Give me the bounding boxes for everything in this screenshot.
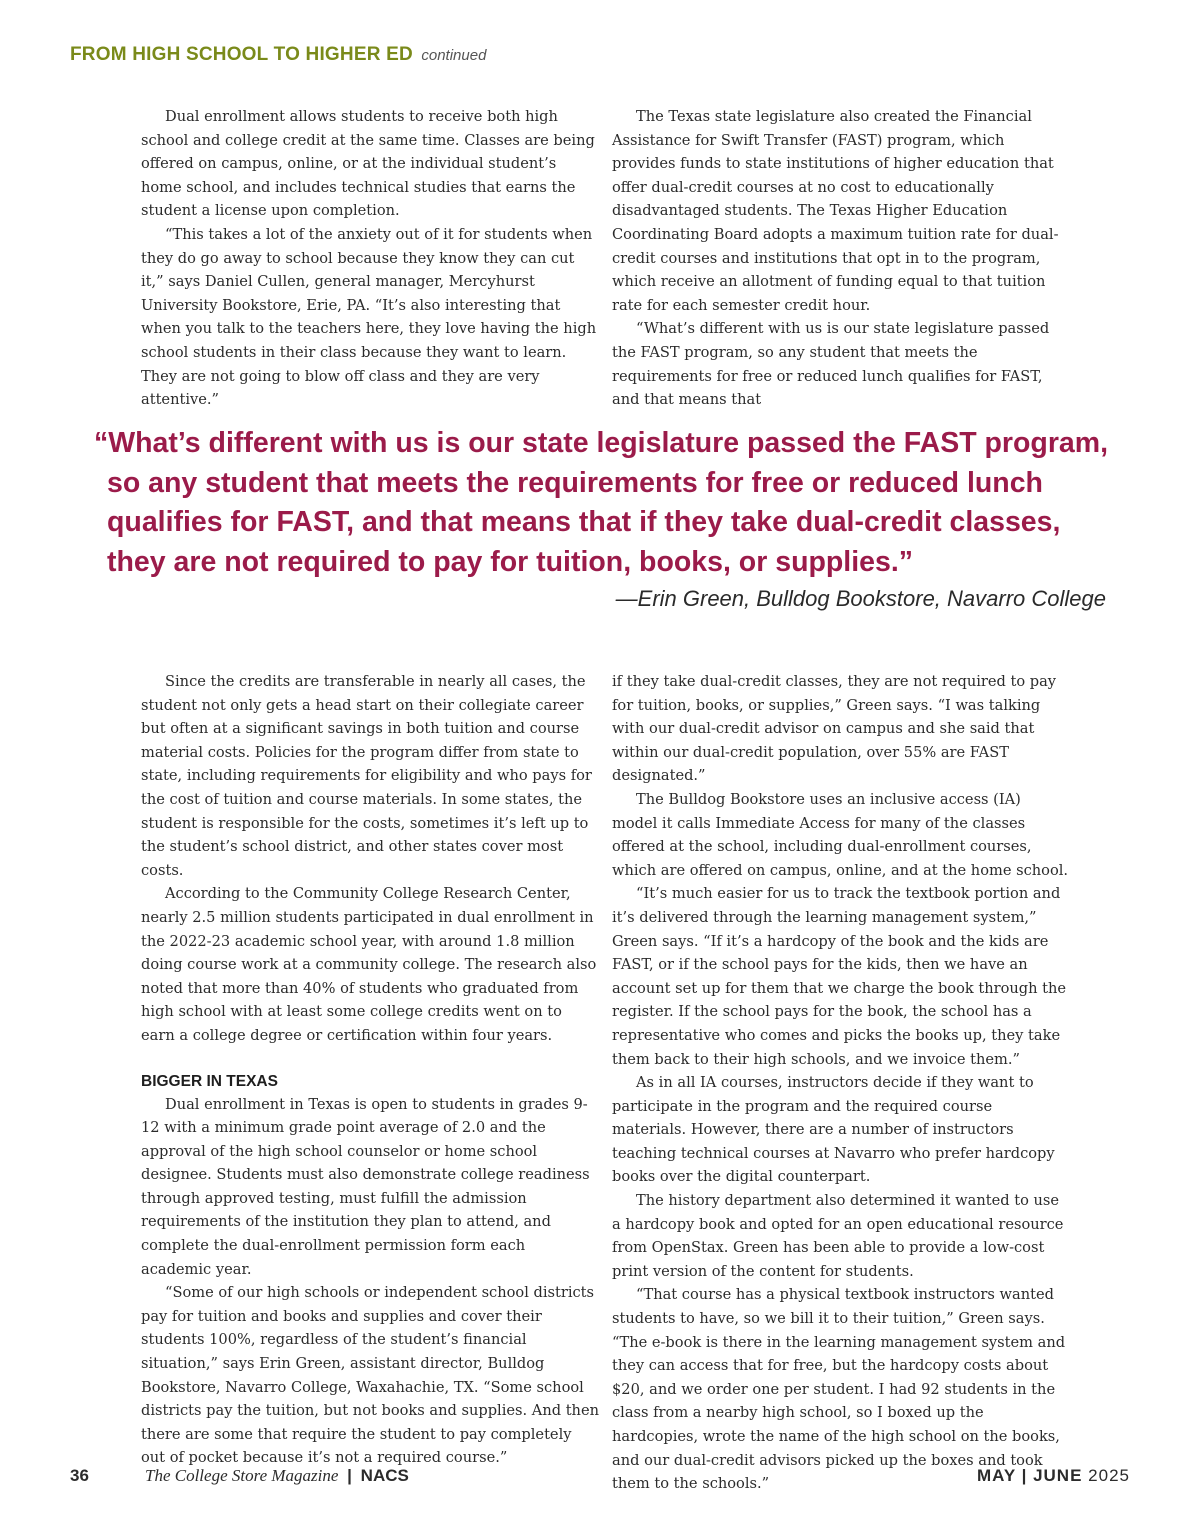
- separator: |: [347, 1466, 352, 1485]
- issue-months: MAY | JUNE: [976, 1466, 1083, 1485]
- continued-label: continued: [421, 47, 487, 64]
- page-number: 36: [70, 1466, 89, 1485]
- pull-quote: [94, 424, 1124, 582]
- publication-name: [145, 1466, 409, 1486]
- running-header: [70, 44, 486, 66]
- body-paragraph: if they take dual-credit classes, they are not required to pay for tuition, books, or supplies,” Green says. “I was talking with our dual-credit advisor on campus and she said that within our dual-credit population, over 55% are FAST designated.”: [612, 673, 1057, 785]
- pull-quote-text: “What’s different with us is our state legislature passed the FAST program, so any student that meets the requirements for free or reduced lunch qualifies for FAST, and that means that if they take dual-credit classes, they are not required to pay for tuition, books, or supplies.”: [94, 427, 1109, 578]
- issue-year: 2025: [1088, 1466, 1130, 1485]
- body-paragraph: Dual enrollment in Texas is open to students in grades 9-12 with a minimum grade point average of 2.0 and the approval of the high school counselor or home school designee. Students must also demonstrate college readiness through approved testing, must fulfill the admission requirements of the institution they plan to attend, and complete the dual-enrollment permission form each academic year.: [141, 1095, 590, 1278]
- column-bottom-left: [141, 670, 599, 1470]
- org-name: NACS: [360, 1466, 409, 1485]
- page-footer: [70, 1466, 1130, 1490]
- column-top-left: [141, 105, 599, 412]
- column-top-right: [612, 105, 1070, 412]
- body-paragraph: “This takes a lot of the anxiety out of it for students when they do go away to school because they know they can cut it,” says Daniel Cullen, general manager, Mercyhurst University Bookstore, Erie, PA. “It’s also interesting that when you talk to the teachers here, they love having the high school students in their class because they want to learn. They are not going to blow off class and they are very attentive.”: [141, 225, 597, 409]
- column-bottom-right: [612, 670, 1070, 1496]
- section-title: FROM HIGH SCHOOL TO HIGHER ED: [70, 44, 413, 65]
- body-paragraph: “Some of our high schools or independent school districts pay for tuition and books and supplies and cover their students 100%, regardless of the student’s financial situation,” says Erin Green, assistant director, Bulldog Bookstore, Navarro College, Waxahachie, TX. “Some school districts pay the tuition, but not books and supplies. And then there are some that require the student to pay completely out of pocket because it’s not a required course.”: [141, 1284, 599, 1467]
- body-paragraph: “It’s much easier for us to track the textbook portion and it’s delivered through the learning management system,” Green says. “If it’s a hardcopy of the book and the kids are FAST, or if the school pays for the kids, then we have an account set up for them that we charge the book through the register. If the school pays for the book, the school has a representative who comes and picks the books up, they take them back to their high schools, and we invoice them.”: [612, 885, 1067, 1068]
- body-paragraph: “What’s different with us is our state legislature passed the FAST program, so any student that meets the requirements for free or reduced lunch qualifies for FAST, and that means that: [612, 320, 1050, 409]
- body-paragraph: The Bulldog Bookstore uses an inclusive access (IA) model it calls Immediate Access for many of the classes offered at the school, including dual-enrollment courses, which are offered on campus, online, and at the home school.: [612, 790, 1069, 879]
- pull-quote-attribution: —Erin Green, Bulldog Bookstore, Navarro College: [615, 586, 1106, 611]
- body-paragraph: As in all IA courses, instructors decide if they want to participate in the program and the required course materials. However, there are a number of instructors teaching technical courses at Navarro who prefer hardcopy books over the digital counterpart.: [612, 1074, 1055, 1186]
- body-paragraph: The history department also determined it wanted to use a hardcopy book and opted for an open educational resource from OpenStax. Green has been able to provide a low-cost print version of the content for students.: [612, 1192, 1064, 1280]
- body-paragraph: Since the credits are transferable in nearly all cases, the student not only gets a head start on their collegiate career but often at a significant savings in both tuition and course material costs. Policies for the program differ from state to state, including requirements for eligibility and who pays for the cost of tuition and course materials. In some states, the student is responsible for the costs, sometimes it’s left up to the student’s school district, and other states cover most costs.: [141, 673, 592, 879]
- subhead: BIGGER IN TEXAS: [141, 1072, 278, 1090]
- body-paragraph: Dual enrollment allows students to receive both high school and college credit at the same time. Classes are being offered on campus, online, or at the individual student’s home school, and includes technical studies that earns the student a license upon completion.: [141, 108, 595, 220]
- body-paragraph: According to the Community College Research Center, nearly 2.5 million students participated in dual enrollment in the 2022-23 academic school year, with around 1.8 million doing course work at a community college. The research also noted that more than 40% of students who graduated from high school with at least some college credits went on to earn a college degree or certification within four years.: [141, 885, 597, 1044]
- magazine-title: The College Store Magazine: [145, 1466, 339, 1485]
- issue-date: [977, 1466, 1130, 1486]
- body-paragraph: The Texas state legislature also created the Financial Assistance for Swift Transfer (FAST) program, which provides funds to state institutions of higher education that offer dual-credit courses at no cost to educationally disadvantaged students. The Texas Higher Education Coordinating Board adopts a maximum tuition rate for dual-credit courses and institutions that opt in to the program, which receive an allotment of funding equal to that tuition rate for each semester credit hour.: [612, 108, 1059, 314]
- body-paragraph: “That course has a physical textbook instructors wanted students to have, so we bill it to their tuition,” Green says. “The e-book is there in the learning management system and they can access that for free, but the hardcopy costs about $20, and we order one per student. I had 92 students in the class from a nearby high school, so I boxed up the hardcopies, wrote the name of the high school on the books, and our dual-credit advisors picked up the boxes and took them to the schools.”: [612, 1286, 1066, 1493]
